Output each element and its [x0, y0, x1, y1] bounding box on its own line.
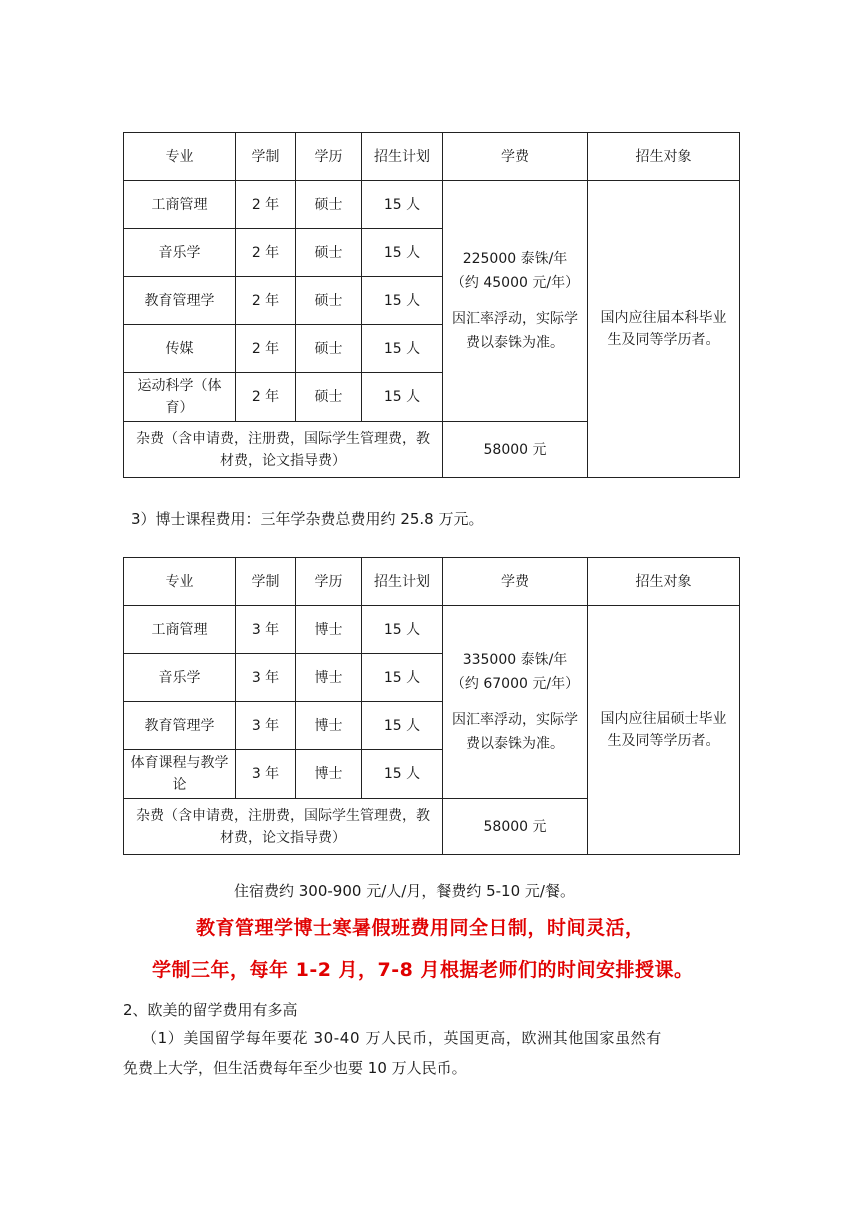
tuition-note: 因汇率浮动，实际学费以泰铢为准。: [452, 311, 578, 351]
major-cell: 教育管理学: [124, 277, 236, 325]
header-major: 专业: [124, 558, 236, 606]
duration-cell: 2 年: [236, 229, 296, 277]
degree-cell: 硕士: [296, 373, 362, 422]
plan-cell: 15 人: [362, 606, 443, 654]
target-cell: 国内应往届硕士毕业生及同等学历者。: [588, 606, 740, 855]
misc-fee-value: 58000 元: [443, 422, 588, 478]
degree-cell: 硕士: [296, 181, 362, 229]
table-row: [124, 181, 740, 229]
header-plan: 招生计划: [362, 133, 443, 181]
misc-fee-value: 58000 元: [443, 799, 588, 855]
major-cell: 音乐学: [124, 654, 236, 702]
plan-cell: 15 人: [362, 654, 443, 702]
tuition-rmb: （约 45000 元/年）: [450, 275, 580, 291]
degree-cell: 硕士: [296, 277, 362, 325]
degree-cell: 博士: [296, 606, 362, 654]
header-target: 招生对象: [588, 558, 740, 606]
degree-cell: 博士: [296, 702, 362, 750]
duration-cell: 2 年: [236, 325, 296, 373]
degree-cell: 博士: [296, 654, 362, 702]
plan-cell: 15 人: [362, 181, 443, 229]
major-cell: 运动科学（体育）: [124, 373, 236, 422]
table-row: [124, 606, 740, 654]
tuition-amount: 335000 泰铢/年: [462, 652, 568, 668]
plan-cell: 15 人: [362, 373, 443, 422]
section-heading: 2、欧美的留学费用有多高: [123, 1001, 298, 1019]
phd-fee-note: 3）博士课程费用：三年学杂费总费用约 25.8 万元。: [131, 510, 484, 528]
header-tuition: 学费: [443, 133, 588, 181]
duration-cell: 3 年: [236, 606, 296, 654]
duration-cell: 2 年: [236, 277, 296, 325]
tuition-note: 因汇率浮动，实际学费以泰铢为准。: [452, 712, 578, 752]
duration-cell: 3 年: [236, 702, 296, 750]
plan-cell: 15 人: [362, 702, 443, 750]
tuition-amount: 225000 泰铢/年: [462, 251, 568, 267]
header-degree: 学历: [296, 558, 362, 606]
table-header-row: [124, 558, 740, 606]
living-cost: 住宿费约 300-900 元/人/月，餐费约 5-10 元/餐。: [234, 882, 575, 900]
header-tuition: 学费: [443, 558, 588, 606]
degree-cell: 硕士: [296, 229, 362, 277]
plan-cell: 15 人: [362, 277, 443, 325]
header-plan: 招生计划: [362, 558, 443, 606]
duration-cell: 3 年: [236, 654, 296, 702]
tuition-cell: [443, 606, 588, 799]
major-cell: 工商管理: [124, 606, 236, 654]
table-header-row: [124, 133, 740, 181]
header-duration: 学制: [236, 558, 296, 606]
highlight-line-2: 学制三年，每年 1-2 月，7-8 月根据老师们的时间安排授课。: [152, 959, 694, 981]
target-cell: 国内应往届本科毕业生及同等学历者。: [588, 181, 740, 478]
header-target: 招生对象: [588, 133, 740, 181]
plan-cell: 15 人: [362, 229, 443, 277]
paragraph-line-1: （1）美国留学每年要花 30-40 万人民币，英国更高，欧洲其他国家虽然有: [142, 1029, 662, 1047]
header-duration: 学制: [236, 133, 296, 181]
major-cell: 音乐学: [124, 229, 236, 277]
header-degree: 学历: [296, 133, 362, 181]
highlight-line-1: 教育管理学博士寒暑假班费用同全日制，时间灵活，: [196, 917, 645, 939]
misc-fee-label: 杂费（含申请费，注册费，国际学生管理费，教材费，论文指导费）: [124, 422, 443, 478]
plan-cell: 15 人: [362, 325, 443, 373]
degree-cell: 硕士: [296, 325, 362, 373]
degree-cell: 博士: [296, 750, 362, 799]
tuition-rmb: （约 67000 元/年）: [450, 676, 580, 692]
major-cell: 教育管理学: [124, 702, 236, 750]
duration-cell: 2 年: [236, 181, 296, 229]
major-cell: 工商管理: [124, 181, 236, 229]
paragraph-line-2: 免费上大学，但生活费每年至少也要 10 万人民币。: [123, 1059, 467, 1077]
doctoral-fee-table: [123, 557, 740, 855]
masters-fee-table: [123, 132, 740, 478]
misc-fee-label: 杂费（含申请费，注册费，国际学生管理费，教材费，论文指导费）: [124, 799, 443, 855]
duration-cell: 2 年: [236, 373, 296, 422]
major-cell: 体育课程与教学论: [124, 750, 236, 799]
tuition-cell: [443, 181, 588, 422]
plan-cell: 15 人: [362, 750, 443, 799]
header-major: 专业: [124, 133, 236, 181]
major-cell: 传媒: [124, 325, 236, 373]
duration-cell: 3 年: [236, 750, 296, 799]
